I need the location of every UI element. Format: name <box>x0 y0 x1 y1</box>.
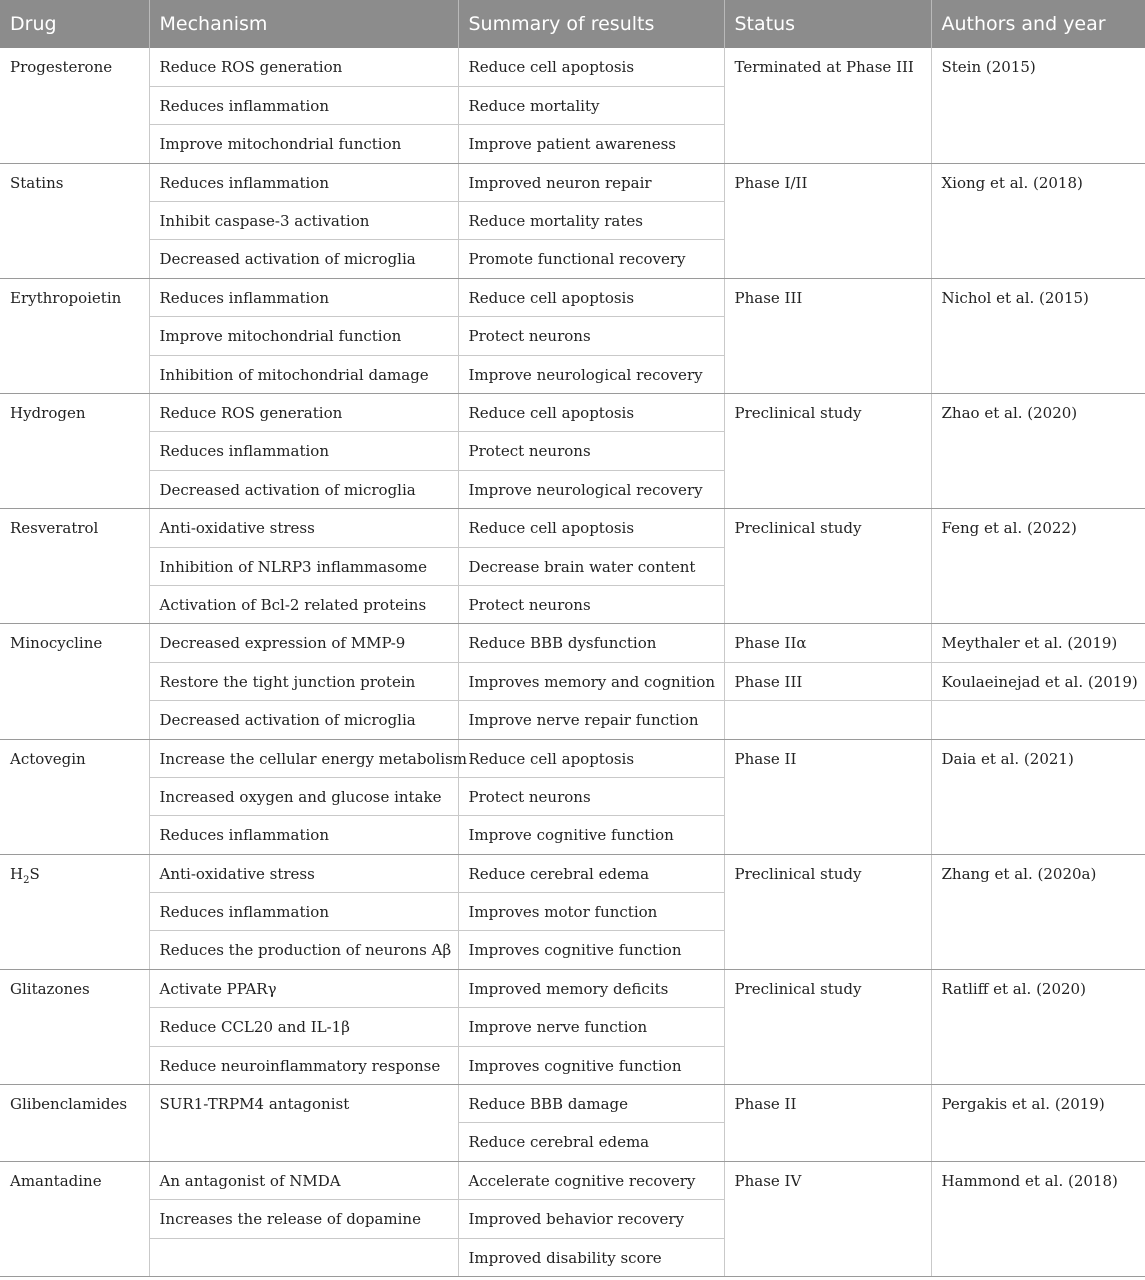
drug-cell: Progesterone <box>0 48 149 163</box>
mechanism-cell: Inhibit caspase-3 activation <box>149 202 458 240</box>
result-cell: Improves motor function <box>458 893 724 931</box>
table-row <box>0 278 1145 316</box>
mechanism-cell: Inhibition of mitochondrial damage <box>149 355 458 393</box>
status-cell: Phase II <box>724 1085 931 1162</box>
table-row <box>0 854 1145 892</box>
status-cell: Phase I/II <box>724 163 931 278</box>
table-row <box>0 701 1145 739</box>
authors-cell: Feng et al. (2022) <box>931 509 1145 624</box>
result-cell: Reduce cell apoptosis <box>458 394 724 432</box>
status-cell: Preclinical study <box>724 969 931 1084</box>
result-cell: Protect neurons <box>458 585 724 623</box>
result-cell: Improve neurological recovery <box>458 470 724 508</box>
table-row <box>0 1085 1145 1123</box>
mechanism-cell: Anti-oxidative stress <box>149 854 458 892</box>
mechanism-cell: Decreased activation of microglia <box>149 240 458 278</box>
drug-formula-subscript: 2 <box>23 874 30 886</box>
status-cell: Phase IV <box>724 1161 931 1276</box>
table-row <box>0 163 1145 201</box>
result-cell: Improved behavior recovery <box>458 1200 724 1238</box>
status-cell: Phase III <box>724 278 931 393</box>
status-cell <box>724 701 931 739</box>
drug-cell: Amantadine <box>0 1161 149 1276</box>
table-row <box>0 48 1145 86</box>
table-row <box>0 662 1145 700</box>
mechanism-cell: Inhibition of NLRP3 inflammasome <box>149 547 458 585</box>
authors-cell: Zhao et al. (2020) <box>931 394 1145 509</box>
status-cell: Phase III <box>724 662 931 700</box>
drug-cell: Resveratrol <box>0 509 149 624</box>
authors-cell: Meythaler et al. (2019) <box>931 624 1145 662</box>
result-cell: Reduce mortality <box>458 86 724 124</box>
mechanism-cell: Activation of Bcl-2 related proteins <box>149 585 458 623</box>
mechanism-cell: Decreased expression of MMP-9 <box>149 624 458 662</box>
mechanism-cell: An antagonist of NMDA <box>149 1161 458 1199</box>
result-cell: Improve patient awareness <box>458 125 724 163</box>
mechanism-cell <box>149 1238 458 1276</box>
result-cell: Reduce cell apoptosis <box>458 739 724 777</box>
drug-cell: Statins <box>0 163 149 278</box>
result-cell: Improves cognitive function <box>458 931 724 969</box>
mechanism-cell: Reduces inflammation <box>149 163 458 201</box>
drug-cell: Actovegin <box>0 739 149 854</box>
mechanism-cell: Reduce ROS generation <box>149 394 458 432</box>
authors-cell: Koulaeinejad et al. (2019) <box>931 662 1145 700</box>
mechanism-cell: Decreased activation of microglia <box>149 470 458 508</box>
mechanism-cell: Reduces inflammation <box>149 893 458 931</box>
header-status: Status <box>724 0 931 48</box>
result-cell: Protect neurons <box>458 317 724 355</box>
authors-cell <box>931 701 1145 739</box>
table-row <box>0 739 1145 777</box>
header-drug: Drug <box>0 0 149 48</box>
result-cell: Improves memory and cognition <box>458 662 724 700</box>
status-cell: Phase IIα <box>724 624 931 662</box>
result-cell: Improved neuron repair <box>458 163 724 201</box>
mechanism-cell: Increase the cellular energy metabolism <box>149 739 458 777</box>
mechanism-cell: Restore the tight junction protein <box>149 662 458 700</box>
result-cell: Improve nerve function <box>458 1008 724 1046</box>
authors-cell: Nichol et al. (2015) <box>931 278 1145 393</box>
status-cell: Preclinical study <box>724 854 931 969</box>
authors-cell: Daia et al. (2021) <box>931 739 1145 854</box>
result-cell: Reduce BBB damage <box>458 1085 724 1123</box>
table-row <box>0 509 1145 547</box>
table-row <box>0 969 1145 1007</box>
mechanism-cell: Decreased activation of microglia <box>149 701 458 739</box>
authors-cell: Stein (2015) <box>931 48 1145 163</box>
result-cell: Reduce mortality rates <box>458 202 724 240</box>
authors-cell: Zhang et al. (2020a) <box>931 854 1145 969</box>
mechanism-cell: Reduces inflammation <box>149 432 458 470</box>
result-cell: Protect neurons <box>458 432 724 470</box>
result-cell: Promote functional recovery <box>458 240 724 278</box>
status-cell: Phase II <box>724 739 931 854</box>
authors-cell: Hammond et al. (2018) <box>931 1161 1145 1276</box>
result-cell: Reduce BBB dysfunction <box>458 624 724 662</box>
status-cell: Preclinical study <box>724 509 931 624</box>
result-cell: Protect neurons <box>458 777 724 815</box>
mechanism-cell: Increases the release of dopamine <box>149 1200 458 1238</box>
table-row <box>0 624 1145 662</box>
mechanism-cell: Anti-oxidative stress <box>149 509 458 547</box>
mechanism-cell: Reduces the production of neurons Aβ <box>149 931 458 969</box>
header-row <box>0 0 1145 48</box>
header-authors: Authors and year <box>931 0 1145 48</box>
result-cell: Improve cognitive function <box>458 816 724 854</box>
result-cell: Improve nerve repair function <box>458 701 724 739</box>
drug-cell: Erythropoietin <box>0 278 149 393</box>
mechanism-cell: SUR1-TRPM4 antagonist <box>149 1085 458 1162</box>
mechanism-cell: Reduce ROS generation <box>149 48 458 86</box>
mechanism-cell: Reduce neuroinflammatory response <box>149 1046 458 1084</box>
drug-cell: Hydrogen <box>0 394 149 509</box>
result-cell: Accelerate cognitive recovery <box>458 1161 724 1199</box>
drug-formula-main: H <box>10 864 24 883</box>
result-cell: Improved disability score <box>458 1238 724 1276</box>
mechanism-cell: Reduce CCL20 and IL-1β <box>149 1008 458 1046</box>
mechanism-cell: Reduces inflammation <box>149 816 458 854</box>
drug-cell: Glitazones <box>0 969 149 1084</box>
mechanism-cell: Reduces inflammation <box>149 86 458 124</box>
authors-cell: Pergakis et al. (2019) <box>931 1085 1145 1162</box>
result-cell: Improve neurological recovery <box>458 355 724 393</box>
drug-cell <box>0 854 149 969</box>
authors-cell: Ratliff et al. (2020) <box>931 969 1145 1084</box>
result-cell: Improves cognitive function <box>458 1046 724 1084</box>
header-summary: Summary of results <box>458 0 724 48</box>
result-cell: Reduce cell apoptosis <box>458 509 724 547</box>
mechanism-cell: Improve mitochondrial function <box>149 317 458 355</box>
mechanism-cell: Activate PPARγ <box>149 969 458 1007</box>
result-cell: Reduce cerebral edema <box>458 1123 724 1161</box>
result-cell: Improved memory deficits <box>458 969 724 1007</box>
drug-cell: Minocycline <box>0 624 149 739</box>
result-cell: Decrease brain water content <box>458 547 724 585</box>
status-cell: Preclinical study <box>724 394 931 509</box>
table-row <box>0 394 1145 432</box>
status-cell: Terminated at Phase III <box>724 48 931 163</box>
mechanism-cell: Improve mitochondrial function <box>149 125 458 163</box>
result-cell: Reduce cerebral edema <box>458 854 724 892</box>
drug-formula-rest: S <box>29 864 40 883</box>
result-cell: Reduce cell apoptosis <box>458 278 724 316</box>
header-mechanism: Mechanism <box>149 0 458 48</box>
table-row <box>0 1161 1145 1199</box>
mechanism-cell: Reduces inflammation <box>149 278 458 316</box>
drug-cell: Glibenclamides <box>0 1085 149 1162</box>
mechanism-cell: Increased oxygen and glucose intake <box>149 777 458 815</box>
authors-cell: Xiong et al. (2018) <box>931 163 1145 278</box>
result-cell: Reduce cell apoptosis <box>458 48 724 86</box>
